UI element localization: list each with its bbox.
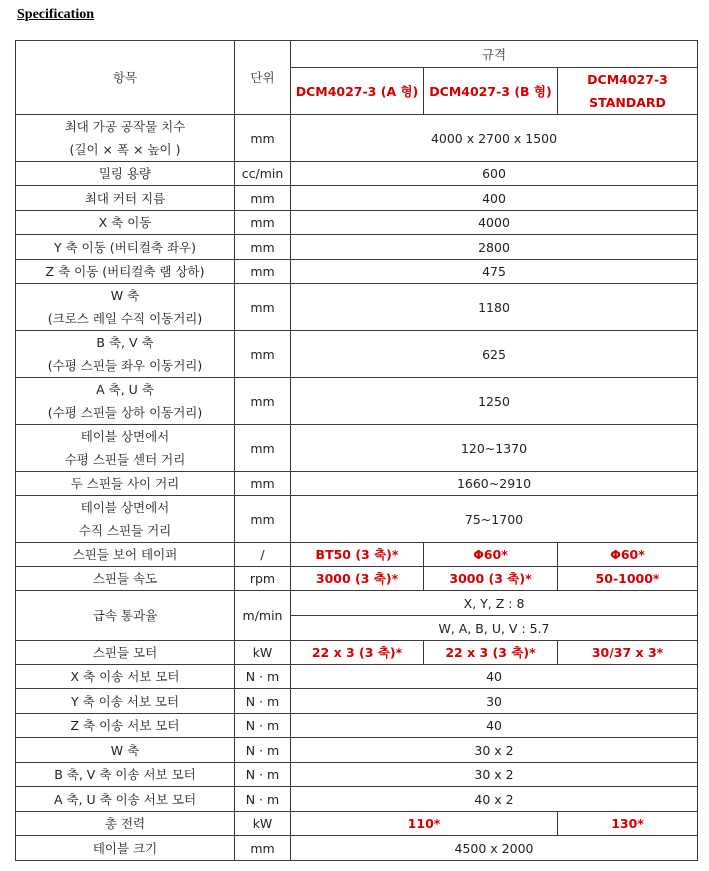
row-unit: N · m — [235, 689, 291, 714]
row-value: 30 x 2 — [291, 763, 698, 787]
table-row — [16, 738, 698, 763]
row-unit: mm — [235, 378, 291, 425]
row-item-line1: B 축, V 축 — [96, 335, 154, 350]
row-value-b: 22 x 3 (3 축)* — [424, 641, 558, 665]
table-row — [16, 665, 698, 689]
row-value: 4000 — [291, 211, 698, 235]
row-item: X 축 이송 서보 모터 — [16, 665, 235, 689]
row-item: Y 축 이송 서보 모터 — [16, 689, 235, 714]
row-value: 2800 — [291, 235, 698, 260]
model-standard — [558, 68, 698, 115]
table-row — [16, 425, 698, 472]
row-item-line1: A 축, U 축 — [96, 382, 154, 397]
row-item — [16, 331, 235, 378]
table-row — [16, 496, 698, 543]
row-unit: mm — [235, 472, 291, 496]
row-item: 테이블 크기 — [16, 836, 235, 861]
table-row — [16, 787, 698, 812]
row-unit: cc/min — [235, 162, 291, 186]
row-item-line1: 테이블 상면에서 — [80, 500, 170, 515]
row-unit: N · m — [235, 787, 291, 812]
row-item: 최대 커터 지름 — [16, 186, 235, 211]
row-unit: / — [235, 543, 291, 567]
table-row — [16, 211, 698, 235]
row-unit: N · m — [235, 738, 291, 763]
row-item — [16, 378, 235, 425]
row-item — [16, 284, 235, 331]
table-row — [16, 812, 698, 836]
row-unit: mm — [235, 425, 291, 472]
table-row — [16, 689, 698, 714]
row-item — [16, 115, 235, 162]
row-value-c: 130* — [558, 812, 698, 836]
row-item: A 축, U 축 이송 서보 모터 — [16, 787, 235, 812]
row-unit: m/min — [235, 591, 291, 641]
header-spec: 규격 — [291, 41, 698, 68]
row-item-line2: (수평 스핀들 상하 이동거리) — [47, 405, 203, 420]
row-value-b: Φ60* — [424, 543, 558, 567]
row-value: W, A, B, U, V : 5.7 — [291, 616, 698, 641]
row-value: 40 — [291, 714, 698, 738]
row-value: 475 — [291, 260, 698, 284]
table-row — [16, 543, 698, 567]
row-value: 30 — [291, 689, 698, 714]
table-row — [16, 378, 698, 425]
row-unit: rpm — [235, 567, 291, 591]
row-value-b: 3000 (3 축)* — [424, 567, 558, 591]
row-value: 30 x 2 — [291, 738, 698, 763]
row-item: 급속 통과율 — [16, 591, 235, 641]
row-value: 40 — [291, 665, 698, 689]
table-row — [16, 714, 698, 738]
row-item: 스핀들 보어 테이퍼 — [16, 543, 235, 567]
row-value: 1250 — [291, 378, 698, 425]
row-unit: mm — [235, 235, 291, 260]
row-item-line1: 최대 가공 공작물 치수 — [64, 119, 186, 134]
model-b: DCM4027-3 (B 형) — [424, 68, 558, 115]
header-row — [16, 41, 698, 68]
row-value-a: BT50 (3 축)* — [291, 543, 424, 567]
page-title: Specification — [17, 7, 94, 22]
row-value: 4000 x 2700 x 1500 — [291, 115, 698, 162]
row-item: Z 축 이송 서보 모터 — [16, 714, 235, 738]
table-row — [16, 115, 698, 162]
row-item-line2: 수평 스핀들 센터 거리 — [64, 452, 186, 467]
row-item-line1: 테이블 상면에서 — [80, 429, 170, 444]
table-row — [16, 836, 698, 861]
row-item: X 축 이동 — [16, 211, 235, 235]
model-a: DCM4027-3 (A 형) — [291, 68, 424, 115]
row-item-line2: 수직 스핀들 거리 — [78, 523, 172, 538]
row-value: 625 — [291, 331, 698, 378]
row-item: 스핀들 모터 — [16, 641, 235, 665]
row-unit: kW — [235, 812, 291, 836]
row-value-ab: 110* — [291, 812, 558, 836]
row-item-line2: (수평 스핀들 좌우 이동거리) — [47, 358, 203, 373]
table-row — [16, 763, 698, 787]
row-unit: N · m — [235, 665, 291, 689]
model-standard-line2: STANDARD — [589, 95, 666, 110]
row-unit: mm — [235, 115, 291, 162]
row-unit: N · m — [235, 763, 291, 787]
row-item-line2: (크로스 레일 수직 이동거리) — [47, 311, 203, 326]
row-item: Z 축 이동 (버티컬축 램 상하) — [16, 260, 235, 284]
row-value-c: 50-1000* — [558, 567, 698, 591]
row-unit: mm — [235, 284, 291, 331]
header-unit: 단위 — [235, 41, 291, 115]
header-item: 항목 — [16, 41, 235, 115]
table-row — [16, 235, 698, 260]
table-row — [16, 284, 698, 331]
row-unit: mm — [235, 260, 291, 284]
row-value-c: Φ60* — [558, 543, 698, 567]
row-item-line1: W 축 — [110, 288, 140, 303]
row-unit: mm — [235, 836, 291, 861]
row-item: 밀링 용량 — [16, 162, 235, 186]
row-value: 1660~2910 — [291, 472, 698, 496]
row-value: 4500 x 2000 — [291, 836, 698, 861]
table-row — [16, 331, 698, 378]
row-item: B 축, V 축 이송 서보 모터 — [16, 763, 235, 787]
row-unit: mm — [235, 331, 291, 378]
model-standard-line1: DCM4027-3 — [587, 72, 668, 87]
row-item: W 축 — [16, 738, 235, 763]
row-value-c: 30/37 x 3* — [558, 641, 698, 665]
row-item: Y 축 이동 (버티컬축 좌우) — [16, 235, 235, 260]
table-row — [16, 162, 698, 186]
row-unit: mm — [235, 186, 291, 211]
table-row — [16, 567, 698, 591]
specification-table — [15, 40, 698, 861]
row-unit: mm — [235, 211, 291, 235]
row-value: 75~1700 — [291, 496, 698, 543]
row-value: 40 x 2 — [291, 787, 698, 812]
table-row — [16, 260, 698, 284]
row-value: 120~1370 — [291, 425, 698, 472]
row-item — [16, 496, 235, 543]
table-row — [16, 641, 698, 665]
row-value-a: 3000 (3 축)* — [291, 567, 424, 591]
row-value: 600 — [291, 162, 698, 186]
table-row — [16, 186, 698, 211]
row-item — [16, 425, 235, 472]
row-unit: N · m — [235, 714, 291, 738]
row-unit: kW — [235, 641, 291, 665]
row-value: 1180 — [291, 284, 698, 331]
row-value-a: 22 x 3 (3 축)* — [291, 641, 424, 665]
row-unit: mm — [235, 496, 291, 543]
row-value: X, Y, Z : 8 — [291, 591, 698, 616]
row-value: 400 — [291, 186, 698, 211]
row-item: 두 스핀들 사이 거리 — [16, 472, 235, 496]
table-row — [16, 472, 698, 496]
row-item-line2: (길이 × 폭 × 높이 ) — [69, 142, 181, 157]
table-row — [16, 591, 698, 616]
row-item: 총 전력 — [16, 812, 235, 836]
row-item: 스핀들 속도 — [16, 567, 235, 591]
